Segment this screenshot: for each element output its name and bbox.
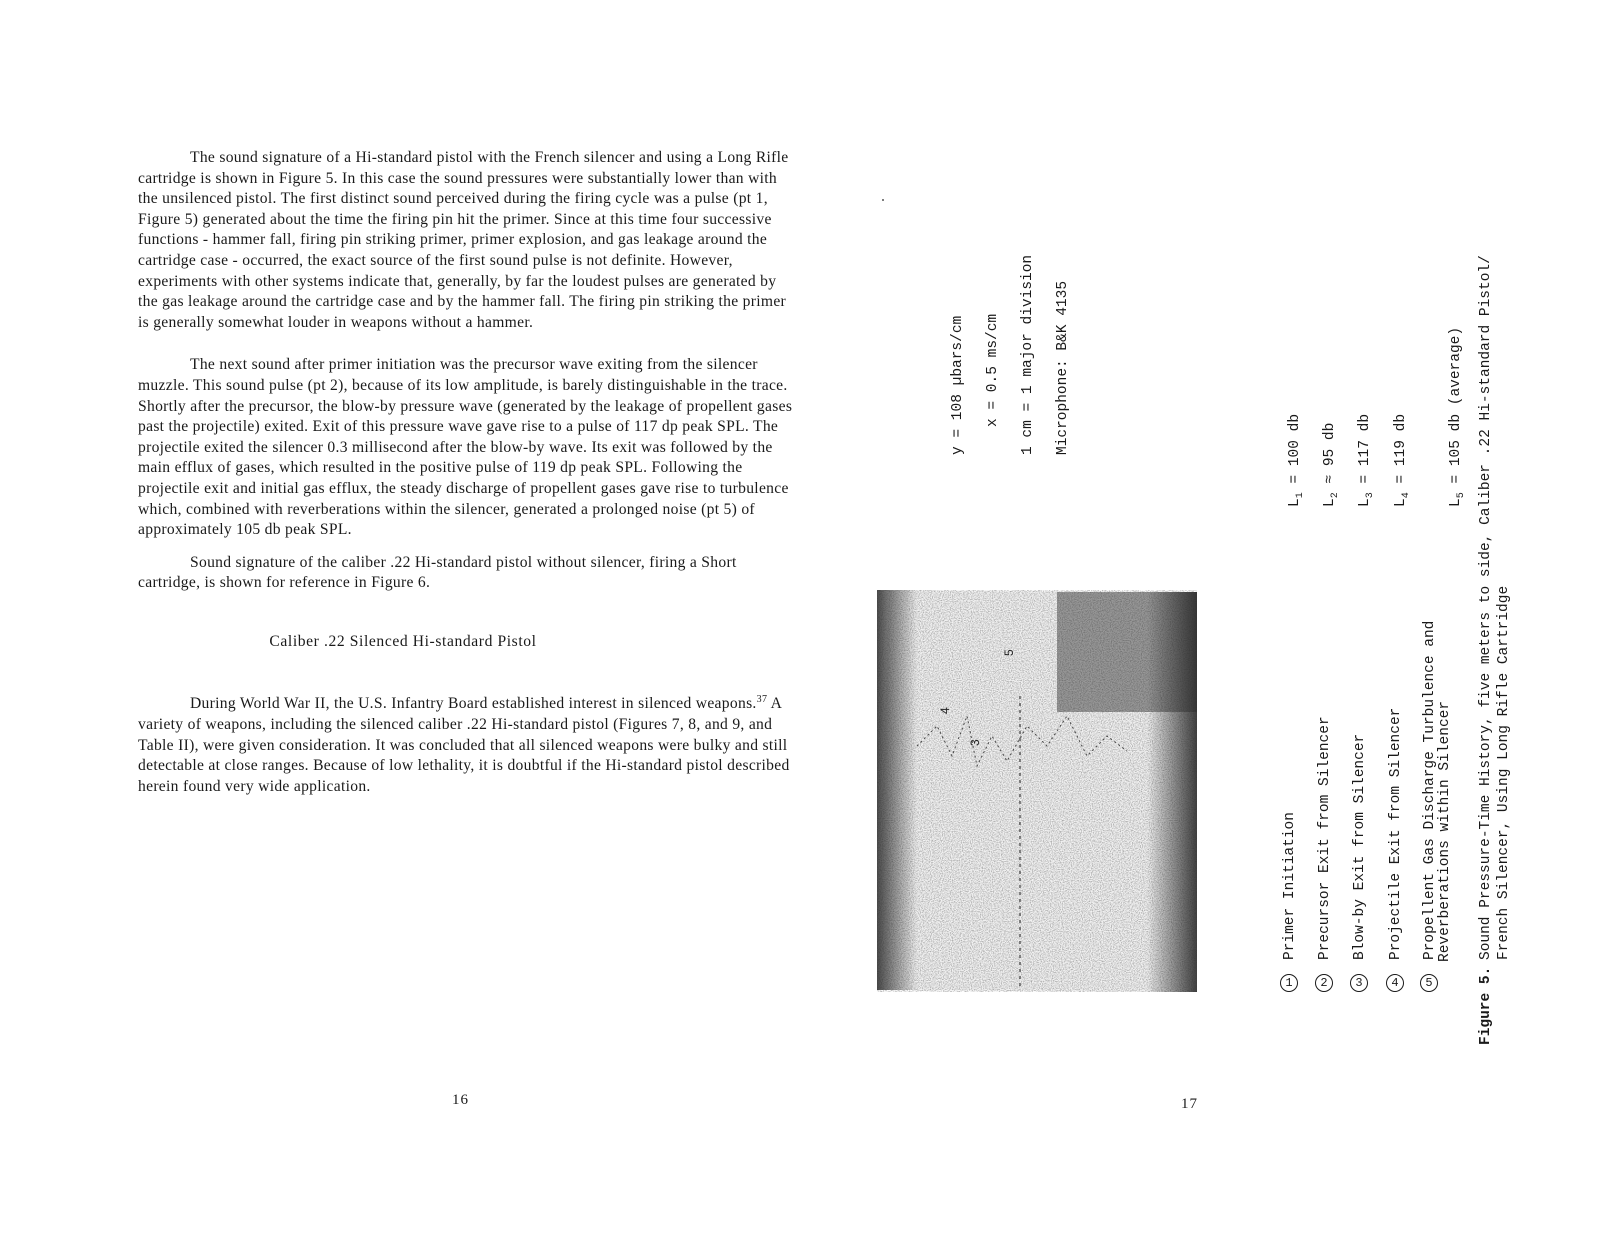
figure-caption-line-2: French Silencer, Using Long Rifle Cartridge (1496, 585, 1512, 960)
oscilloscope-trace-photo (877, 586, 1199, 994)
level-1-sub: 1 (1294, 492, 1306, 499)
legend-item-5 (1420, 621, 1439, 992)
legend-number-2: 2 (1315, 974, 1333, 992)
level-3 (1357, 414, 1374, 507)
level-1-sym: L (1287, 498, 1303, 507)
level-3-sym: L (1357, 498, 1373, 507)
figure-caption-label: Figure 5. (1478, 966, 1494, 1045)
ww2-text-start: During World War II, the U.S. Infantry Board established interest in silenced weapons. (190, 695, 757, 713)
level-5-sym: L (1448, 498, 1464, 507)
level-1 (1287, 414, 1304, 507)
trace-label-4: 4 (938, 707, 952, 714)
paragraph-sound-signature: The sound signature of a Hi-standard pistol with the French silencer and using a Long Rifle cartridge is shown in Figure 5. In this case the sound pressures were substantially lower than with the unsilenced pistol. The first distinct sound perceived during the firing cycle was a pulse (pt 1, Figure 5) generated about the time the firing pin hit the primer. Since at this time four successive functions - hammer fall, firing pin striking primer, primer explosion, and gas leakage around the cartridge case - occurred, the exact source of the first sound pulse is not definite. However, experiments with other systems indicate that, generally, by far the loudest pulses are generated by the gas leakage around the cartridge case and by the hammer fall. The firing pin striking the primer is generally somewhat louder in weapons without a hammer. (138, 149, 789, 331)
paragraph-precursor: The next sound after primer initiation was the precursor wave exiting from the silencer muzzle. This sound pulse (pt 2), because of its low amplitude, is barely distinguishable in the trace. Shortly after the precursor, the blow-by pressure wave (generated by the leakage of propellent gases past the projectile) exited. Exit of this pressure wave gave rise to a pulse of 117 dp peak SPL. The projectile exited the silencer 0.3 millisecond after the blow-by wave. Its exit was followed by the main efflux of gases, which resulted in the positive pulse of 119 dp peak SPL. Following the projectile exit and initial gas efflux, the steady discharge of propellent gases gave rise to turbulence which, combined with reverberations within the silencer, generated a prolonged noise (pt 5) of approximately 105 db peak SPL. (138, 356, 793, 539)
legend-text-4: Projectile Exit from Silencer (1387, 707, 1404, 960)
legend-item-2 (1315, 716, 1334, 992)
left-page (138, 148, 798, 797)
level-2 (1322, 423, 1339, 507)
level-4-rel: = (1393, 474, 1409, 484)
microphone-label: Microphone: B&K 4135 (1055, 280, 1071, 455)
legend-item-4 (1386, 708, 1405, 992)
photo-dark-corner (1057, 592, 1197, 712)
level-1-rel: = (1287, 474, 1303, 484)
level-2-sym: L (1322, 498, 1338, 507)
level-4 (1393, 414, 1410, 507)
legend-text-5a: Propellent Gas Discharge Turbulence and (1421, 620, 1438, 960)
level-5-rel: = (1448, 474, 1464, 484)
scan-speck (882, 199, 884, 201)
ww2-text-end: A variety of weapons, including the silenced caliber .22 Hi-standard pistol (Figures 7, 8, and 9, and Table II), were given consideration. It was concluded that all silenced weapons were bulky and still detectable at close ranges. Because of low lethality, it is doubtful if the Hi-standard pistol described herein found very wide application. (138, 695, 790, 795)
level-5-value: 105 db (average) (1448, 326, 1464, 467)
page-number-right: 17 (1181, 1096, 1198, 1112)
legend-text-2: Precursor Exit from Silencer (1316, 716, 1333, 960)
level-4-sub: 4 (1400, 492, 1412, 499)
paragraph-reference: Sound signature of the caliber .22 Hi-standard pistol without silencer, firing a Short cartridge, is shown for reference in Figure 6. (138, 553, 737, 592)
legend-text-1: Primer Initiation (1281, 812, 1298, 960)
legend-text-3: Blow-by Exit from Silencer (1351, 733, 1368, 960)
footnote-ref: 37 (756, 694, 768, 706)
photo-left-edge (877, 590, 917, 990)
level-5-sub: 5 (1455, 492, 1467, 499)
level-3-sub: 3 (1364, 492, 1376, 499)
trace-label-5: 5 (1002, 649, 1016, 656)
level-2-sub: 2 (1329, 492, 1341, 499)
page-number-left: 16 (452, 1092, 469, 1108)
level-2-value: 95 db (1322, 422, 1338, 467)
level-3-value: 117 db (1357, 413, 1373, 467)
scale-x: x = 0.5 ms/cm (985, 313, 1001, 427)
legend-item-1 (1280, 812, 1299, 992)
scale-division: 1 cm = 1 major division (1020, 254, 1036, 455)
legend-item-5-line2: Reverberations within Silencer (1437, 700, 1453, 962)
trace-label-3: 3 (968, 739, 982, 746)
legend-number-5: 5 (1420, 974, 1438, 992)
level-1-value: 100 db (1287, 413, 1303, 467)
level-4-value: 119 db (1393, 413, 1409, 467)
section-heading: Caliber .22 Silenced Hi-standard Pistol (269, 632, 537, 650)
legend-number-1: 1 (1280, 974, 1298, 992)
level-3-rel: = (1357, 474, 1373, 484)
figure-caption-line-1: Sound Pressure-Time History, five meters to side, Caliber .22 Hi-standard Pistol/ (1478, 255, 1494, 960)
level-4-sym: L (1393, 498, 1409, 507)
legend-item-3 (1350, 734, 1369, 992)
level-2-rel: ≈ (1322, 474, 1338, 484)
scale-y: y = 108 µbars/cm (950, 315, 966, 455)
paragraph-ww2 (138, 694, 798, 797)
legend-number-3: 3 (1350, 974, 1368, 992)
legend-number-4: 4 (1386, 974, 1404, 992)
level-5 (1448, 327, 1465, 507)
